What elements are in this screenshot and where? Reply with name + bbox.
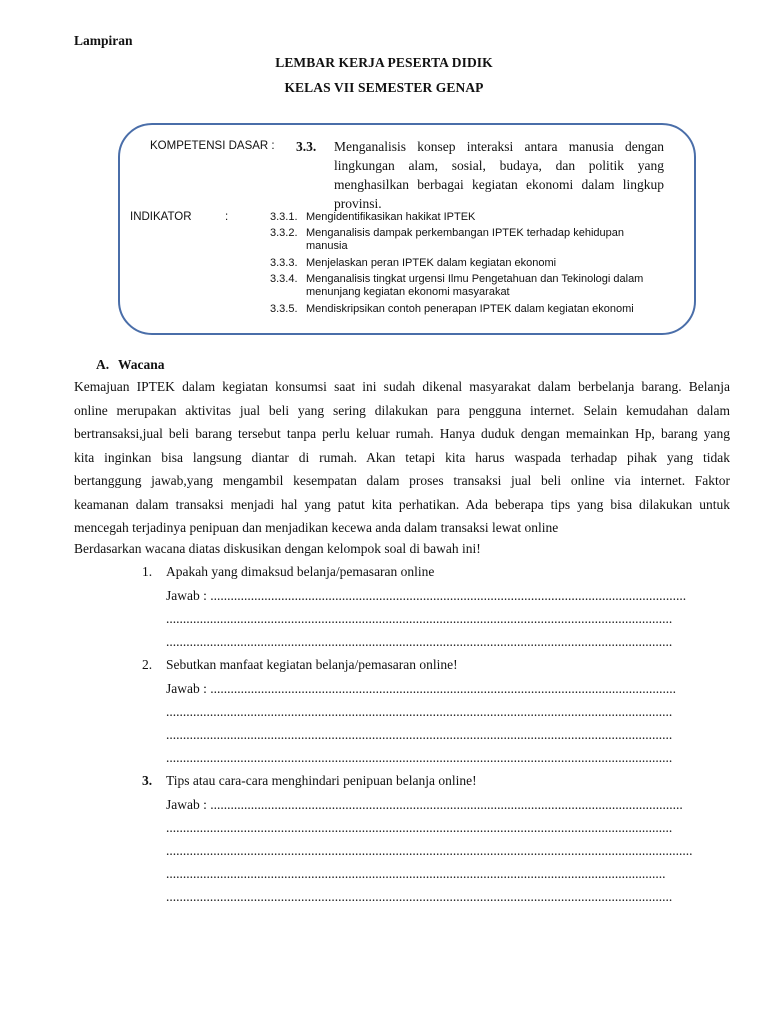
indikator-text: Menjelaskan peran IPTEK dalam kegiatan ekonomi	[306, 257, 557, 269]
question-number: 3.	[142, 773, 153, 788]
indikator-text-cont: menunjang kegiatan ekonomi masyarakat	[306, 286, 510, 298]
answer-line[interactable]: ......................................................................................................................................................	[166, 704, 673, 719]
paragraph-line: keamanan dalam transaksi menjadi hal yang patut kita perhatikan. Ada beberapa tips yang bisa dilakukan untuk	[74, 496, 730, 512]
indikator-num: 3.3.3.	[270, 257, 298, 269]
indikator-text: Menganalisis dampak perkembangan IPTEK terhadap kehidupan	[306, 227, 624, 239]
question-text: Sebutkan manfaat kegiatan belanja/pemasaran online!	[166, 657, 458, 672]
answer-line[interactable]: ......................................................................................................................................................	[166, 727, 673, 742]
answer-line[interactable]: Jawab : ............................................................................................................................................	[166, 797, 683, 812]
indikator-num: 3.3.1.	[270, 211, 298, 223]
answer-line[interactable]: ......................................................................................................................................................	[166, 634, 673, 649]
answer-line[interactable]: Jawab : .............................................................................................................................................	[166, 588, 687, 603]
indikator-num: 3.3.2.	[270, 227, 298, 239]
indikator-num: 3.3.4.	[270, 273, 298, 285]
paragraph-line: kita inginkan bisa langsung diantar di rumah. Akan tetapi kita harus waspada terhadap pihak yang tidak	[74, 449, 730, 465]
kompetensi-label: KOMPETENSI DASAR :	[150, 140, 275, 152]
indikator-item	[270, 303, 634, 316]
lampiran-label: Lampiran	[74, 33, 133, 48]
section-heading	[96, 357, 165, 373]
answer-line[interactable]: ......................................................................................................................................................	[166, 611, 673, 626]
answer-line[interactable]: ......................................................................................................................................................	[166, 750, 673, 765]
indikator-item	[270, 273, 643, 299]
wacana-paragraph	[74, 375, 730, 540]
indikator-text: Mendiskripsikan contoh penerapan IPTEK dalam kegiatan ekonomi	[306, 303, 634, 315]
paragraph-line: online merupakan aktivitas jual beli yang sering dilakukan para pengguna internet. Selain kemudahan dalam	[74, 402, 730, 418]
indikator-item	[270, 227, 624, 253]
answer-line[interactable]: ......................................................................................................................................................	[166, 820, 673, 835]
section-title: Wacana	[118, 357, 165, 372]
question-1	[142, 564, 434, 580]
indikator-num: 3.3.5.	[270, 303, 298, 315]
paragraph-line: Kemajuan IPTEK dalam kegiatan konsumsi saat ini sudah dikenal masyarakat dalam berbelanja barang. Belanja	[74, 379, 730, 394]
kompetensi-text: Menganalisis konsep interaksi antara manusia dengan lingkungan alam, sosial, budaya, dan politik yang menghasilkan berbagai kegiatan ekonomi dalam lingkup provinsi.	[334, 139, 664, 211]
paragraph-line: mencegah terjadinya penipuan dan menjadikan kecewa anda dalam transaksi lewat online	[74, 520, 559, 535]
paragraph-line: bertransaksi,jual beli barang tersebut tanpa perlu keluar rumah. Hanya duduk dengan memainkan Hp, barang yang	[74, 426, 730, 441]
indikator-text: Menganalisis tingkat urgensi Ilmu Pengetahuan dan Tekinologi dalam	[306, 273, 644, 285]
question-3	[142, 773, 477, 789]
indikator-item	[270, 257, 556, 270]
question-text: Apakah yang dimaksud belanja/pemasaran online	[166, 564, 435, 579]
paragraph-line: bertanggung jawab,yang mengambil kesempatan dalam proses transaksi jual beli online via internet. Faktor	[74, 473, 730, 488]
answer-line[interactable]: ......................................................................................................................................................	[166, 889, 673, 904]
instruction-text: Berdasarkan wacana diatas diskusikan dengan kelompok soal di bawah ini!	[74, 541, 481, 556]
section-letter: A.	[96, 357, 110, 372]
kompetensi-number: 3.3.	[296, 139, 317, 154]
indikator-text: Mengidentifikasikan hakikat IPTEK	[306, 211, 476, 223]
indikator-colon: :	[225, 211, 229, 223]
answer-line[interactable]: Jawab : ..........................................................................................................................................	[166, 681, 676, 696]
indikator-label: INDIKATOR	[130, 211, 192, 223]
indikator-text-cont: manusia	[306, 240, 348, 252]
indikator-item	[270, 211, 475, 224]
question-text: Tips atau cara-cara menghindari penipuan belanja online!	[166, 773, 477, 788]
document-title: LEMBAR KERJA PESERTA DIDIK	[275, 55, 493, 70]
question-number: 2.	[142, 657, 153, 672]
question-2	[142, 657, 458, 673]
answer-line[interactable]: ............................................................................................................................................................	[166, 843, 693, 858]
document-subtitle: KELAS VII SEMESTER GENAP	[284, 80, 484, 95]
answer-line[interactable]: ....................................................................................................................................................	[166, 866, 666, 881]
question-number: 1.	[142, 564, 153, 579]
